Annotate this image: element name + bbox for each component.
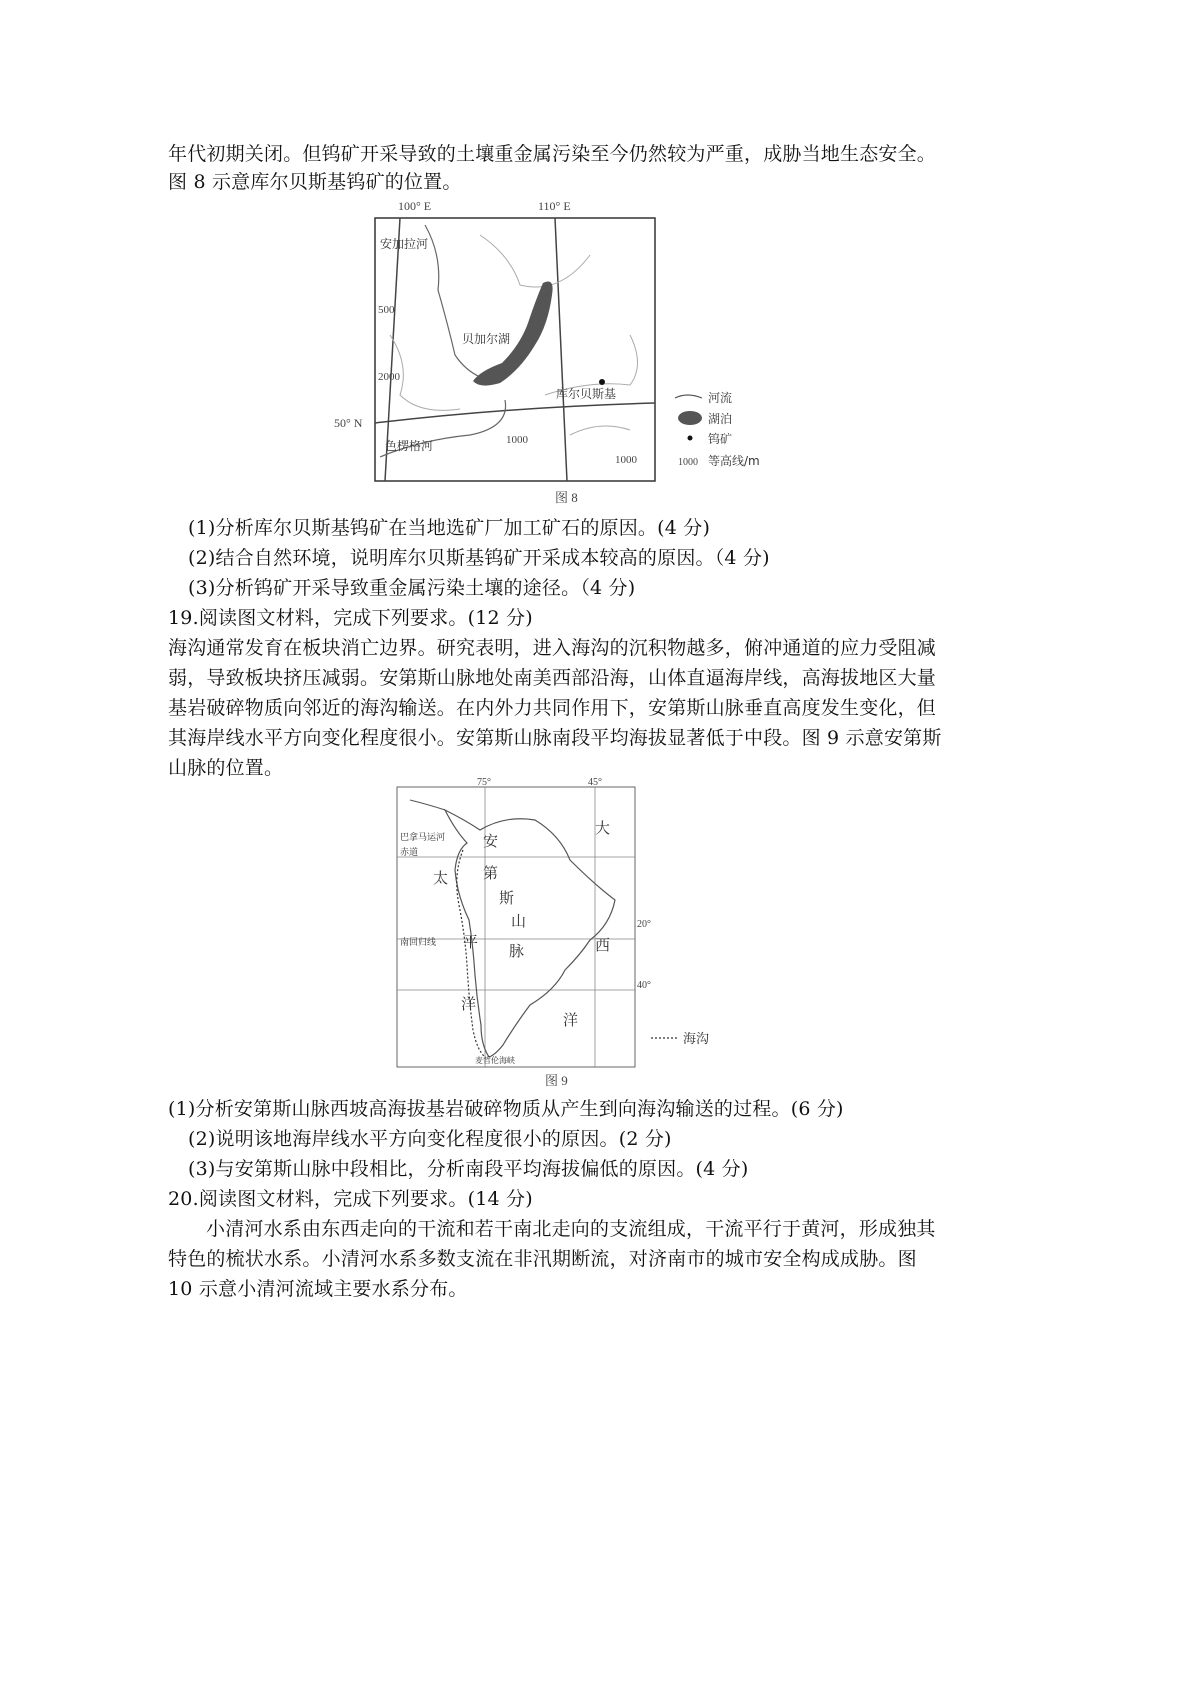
- pacific-char-2: 平: [463, 933, 479, 951]
- contour-1000-label-a: 1000: [506, 434, 528, 446]
- magellan-label: 麦哲伦海峡: [475, 1056, 515, 1065]
- q19-para-line-5: 山脉的位置。: [168, 757, 284, 779]
- legend-mine-symbol: [688, 436, 693, 441]
- tungsten-mine-marker: [599, 379, 605, 385]
- andes-char-2: 第: [483, 864, 499, 882]
- legend-lake-label: 湖泊: [708, 412, 733, 426]
- lon-45-label: 45°: [588, 777, 602, 788]
- legend-trench-label: 海沟: [683, 1032, 710, 1047]
- pacific-char-3: 洋: [461, 995, 477, 1013]
- atlantic-char-3: 洋: [563, 1011, 579, 1029]
- lat-20-label: 20°: [637, 919, 651, 930]
- q19-item-1: (1)分析安第斯山脉西坡高海拔基岩破碎物质从产生到向海沟输送的过程。(6 分): [168, 1098, 844, 1120]
- q20-title: 20.阅读图文材料，完成下列要求。(14 分): [168, 1188, 533, 1210]
- central-america-outline: [410, 800, 445, 810]
- figure-9-svg: [385, 775, 730, 1070]
- q19-para-line-1: 海沟通常发育在板块消亡边界。研究表明，进入海沟的沉积物越多，俯冲通道的应力受阻减: [168, 637, 937, 659]
- legend-contour-label: 等高线/m: [708, 454, 760, 468]
- mine-label: 库尔贝斯基: [556, 387, 617, 401]
- q20-para-line-3: 10 示意小清河流域主要水系分布。: [168, 1278, 468, 1300]
- andes-char-4: 山: [511, 912, 527, 930]
- contour-2000-label: 2000: [378, 371, 400, 383]
- q19-para-line-3: 基岩破碎物质向邻近的海沟输送。在内外力共同作用下，安第斯山脉垂直高度发生变化，但: [168, 697, 937, 719]
- contour-1000-label-b: 1000: [615, 454, 637, 466]
- contour-line-c: [545, 335, 638, 395]
- river-selenga-label: 色楞格河: [385, 439, 434, 453]
- andes-char-5: 脉: [509, 942, 525, 960]
- lon-110e-label: 110° E: [538, 199, 571, 213]
- intro-line-1: 年代初期关闭。但钨矿开采导致的土壤重金属污染至今仍然较为严重，成胁当地生态安全。: [168, 143, 937, 165]
- q19-item-2: (2)说明该地海岸线水平方向变化程度很小的原因。(2 分): [188, 1128, 672, 1150]
- atlantic-char-2: 西: [595, 936, 611, 954]
- angara-river: [425, 225, 480, 377]
- q19-item-3: (3)与安第斯山脉中段相比，分析南段平均海拔偏低的原因。(4 分): [188, 1158, 749, 1180]
- meridian-110e: [555, 218, 567, 481]
- lat-50n-label: 50° N: [334, 416, 363, 430]
- lon-75-label: 75°: [477, 777, 491, 788]
- intro-line-2: 图 8 示意库尔贝斯基钨矿的位置。: [168, 171, 462, 193]
- q18-item-2: (2)结合自然环境，说明库尔贝斯基钨矿开采成本较高的原因。（4 分): [188, 547, 770, 569]
- pacific-char-1: 太: [433, 869, 449, 887]
- tropic-label: 南回归线: [400, 938, 437, 948]
- lat-40-label: 40°: [637, 980, 651, 991]
- figure-8-svg: [330, 195, 790, 485]
- lake-label: 贝加尔湖: [462, 332, 511, 346]
- q18-item-1: (1)分析库尔贝斯基钨矿在当地选矿厂加工矿石的原因。(4 分): [188, 517, 711, 539]
- q19-title: 19.阅读图文材料，完成下列要求。(12 分): [168, 607, 533, 629]
- contour-500-label: 500: [378, 304, 395, 316]
- contour-line-b: [480, 235, 590, 287]
- lon-100e-label: 100° E: [398, 199, 432, 213]
- legend-mine-label: 钨矿: [708, 432, 733, 446]
- contour-line-a: [390, 335, 460, 410]
- river-angara-label: 安加拉河: [380, 237, 429, 251]
- legend-river-symbol: [675, 395, 702, 398]
- figure-8-map: [330, 195, 790, 489]
- legend-contour-value: 1000: [678, 457, 698, 468]
- contour-line-d: [570, 426, 630, 435]
- legend-river-label: 河流: [708, 391, 733, 405]
- q18-item-3: (3)分析钨矿开采导致重金属污染土壤的途径。（4 分): [188, 577, 636, 599]
- q19-para-line-2: 弱，导致板块挤压减弱。安第斯山脉地处南美西部沿海，山体直逼海岸线，高海拔地区大量: [168, 667, 937, 689]
- andes-char-3: 斯: [499, 889, 515, 907]
- q19-para-line-4: 其海岸线水平方向变化程度很小。安第斯山脉南段平均海拔显著低于中段。图 9 示意安第斯: [168, 727, 942, 749]
- atlantic-char-1: 大: [595, 819, 611, 837]
- figure-8-caption: 图 8: [555, 490, 578, 505]
- q20-para-line-1: 小清河水系由东西走向的干流和若干南北走向的支流组成，干流平行于黄河，形成独其: [206, 1218, 936, 1240]
- andes-char-1: 安: [483, 832, 499, 850]
- equator-label: 赤道: [400, 848, 419, 858]
- figure-9-map: [385, 775, 730, 1074]
- figure-9-caption: 图 9: [545, 1073, 568, 1088]
- panama-label: 巴拿马运河: [400, 833, 446, 843]
- q20-para-line-2: 特色的梳状水系。小清河水系多数支流在非汛期断流，对济南市的城市安全构成成胁。图: [168, 1248, 917, 1270]
- legend-lake-symbol: [678, 411, 702, 425]
